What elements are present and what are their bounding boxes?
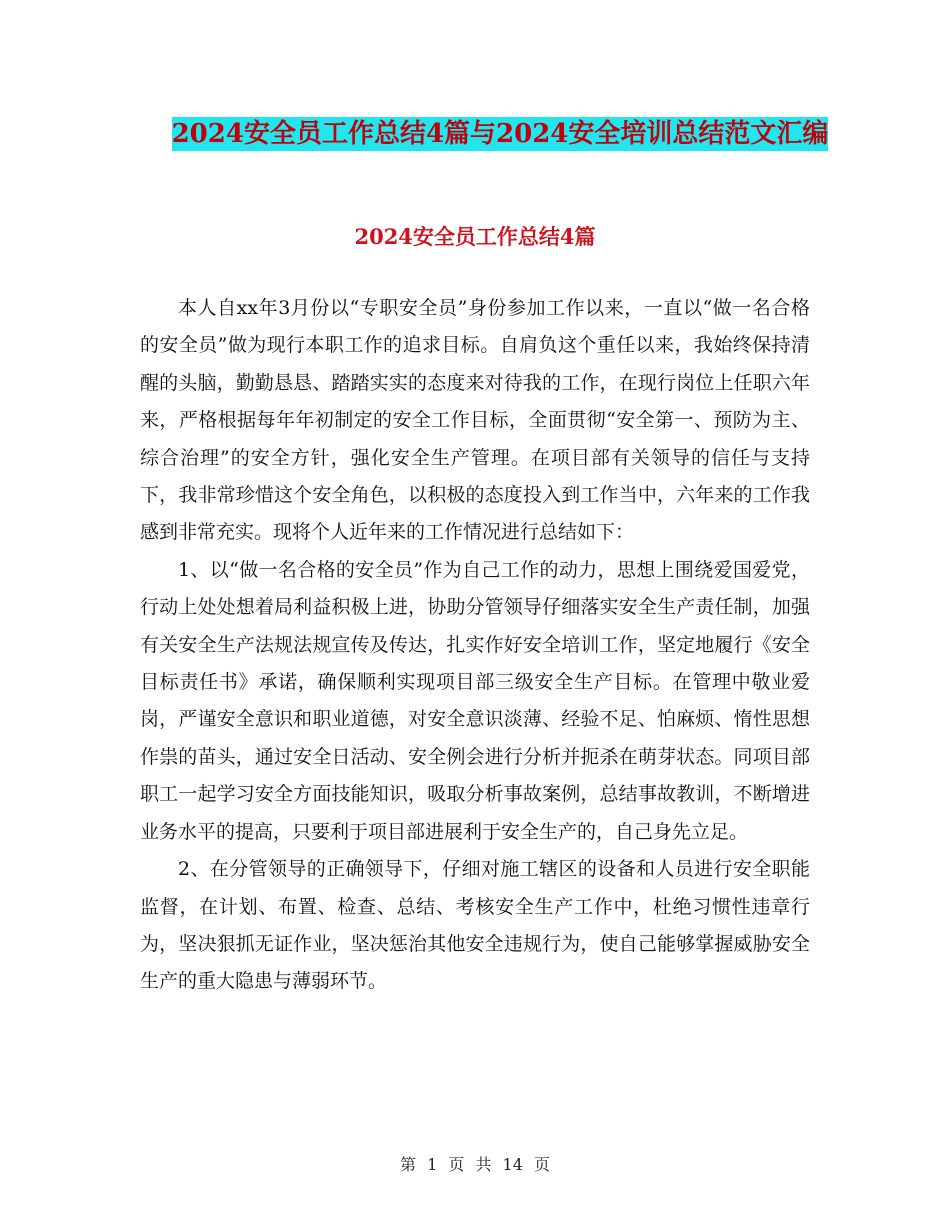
page-footer: 第 1 页 共 14 页 xyxy=(400,1155,550,1174)
document-title xyxy=(150,112,850,156)
paragraph-intro: 本人自xx年3月份以“专职安全员”身份参加工作以来，一直以“做一名合格的安全员”做为现行本职工作的追求目标。自肩负这个重任以来，我始终保持清醒的头脑，勤勤恳恳、踏踏实实的态度来对待我的工作，在现行岗位上任职六年来，严格根据每年年初制定的安全工作目标，全面贯彻“安全第一、预防为主、综合治理”的安全方针，强化安全生产管理。在项目部有关领导的信任与支持下，我非常珍惜这个安全角色，以积极的态度投入到工作当中，六年来的工作我感到非常充实。现将个人近年来的工作情况进行总结如下： xyxy=(140,297,810,544)
document-title-text: 2024安全员工作总结4篇与2024安全培训总结范文汇编 xyxy=(171,119,829,149)
paragraph-item-1: 1、以“做一名合格的安全员”作为自己工作的动力，思想上围绕爱国爱党，行动上处处想着局利益积极上进，协助分管领导仔细落实安全生产责任制，加强有关安全生产法规法规宣传及传达，扎实作好安全培训工作，坚定地履行《安全目标责任书》承诺，确保顺利实现项目部三级安全生产目标。在管理中敬业爱岗，严谨安全意识和职业道德，对安全意识淡薄、经验不足、怕麻烦、惰性思想作祟的苗头，通过安全日活动、安全例会进行分析并扼杀在萌芽状态。同项目部职工一起学习安全方面技能知识，吸取分析事故案例，总结事故教训，不断增进业务水平的提高，只要利于项目部进展利于安全生产的，自己身先立足。 xyxy=(140,558,810,843)
paragraph-item-2: 2、在分管领导的正确领导下，仔细对施工辖区的设备和人员进行安全职能监督，在计划、布置、检查、总结、考核安全生产工作中，杜绝习惯性违章行为，坚决狠抓无证作业，坚决惩治其他安全违规行为，使自己能够掌握威胁安全生产的重大隐患与薄弱环节。 xyxy=(140,858,810,993)
document-body xyxy=(140,290,810,1001)
section-title: 2024安全员工作总结4篇 xyxy=(354,224,596,249)
